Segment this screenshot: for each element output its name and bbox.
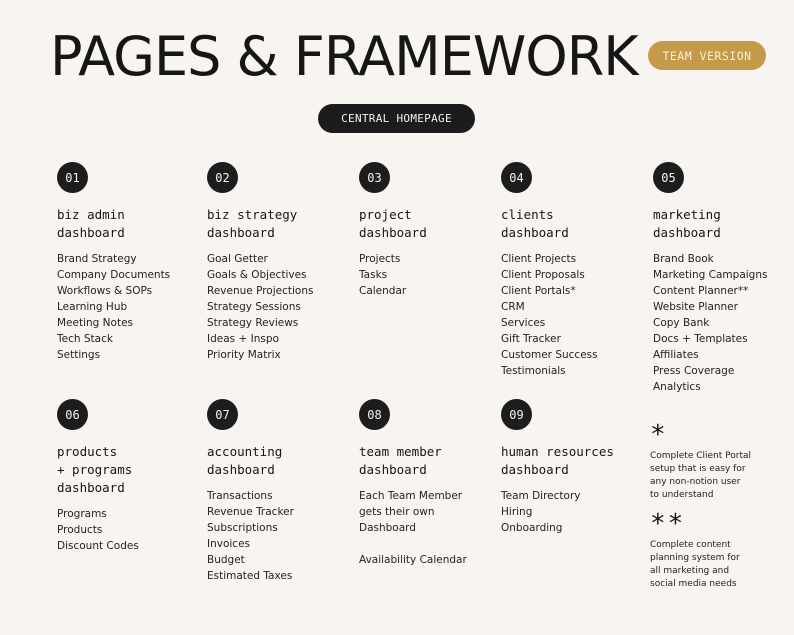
list-item: Brand Strategy — [57, 253, 137, 265]
section-number-badge: 02 — [207, 162, 238, 193]
section-number-badge: 09 — [501, 399, 532, 430]
list-item: Learning Hub — [57, 301, 128, 313]
list-item: Estimated Taxes — [207, 570, 293, 582]
list-item: Calendar — [359, 285, 407, 297]
list-item: Settings — [57, 349, 101, 361]
section-heading: accounting dashboard — [207, 444, 283, 477]
list-item: Marketing Campaigns — [653, 269, 768, 281]
section-heading: team member dashboard — [359, 444, 442, 477]
list-item: Meeting Notes — [57, 317, 133, 329]
section-item-list — [207, 488, 357, 584]
list-item: Projects — [359, 253, 401, 265]
list-item: Products — [57, 524, 103, 536]
list-item: Customer Success — [501, 349, 598, 361]
section-02 — [207, 162, 357, 363]
list-item: Brand Book — [653, 253, 714, 265]
list-item: Ideas + Inspo — [207, 333, 279, 345]
section-item-list — [501, 251, 651, 379]
page-title: PAGES & FRAMEWORK — [50, 25, 638, 88]
list-item: Revenue Projections — [207, 285, 314, 297]
list-item: Tasks — [359, 269, 388, 281]
list-item: Goal Getter — [207, 253, 268, 265]
section-item-list — [359, 488, 509, 568]
team-version-badge: TEAM VERSION — [648, 41, 766, 70]
list-item: Hiring — [501, 506, 533, 518]
list-item: Discount Codes — [57, 540, 139, 552]
section-item-list — [57, 251, 207, 363]
list-item: Tech Stack — [57, 333, 113, 345]
asterisk-mark: * — [650, 420, 668, 450]
section-item-list — [207, 251, 357, 363]
section-item-list — [653, 251, 794, 395]
section-08 — [359, 399, 509, 568]
section-heading: products + programs dashboard — [57, 444, 133, 495]
list-item: Subscriptions — [207, 522, 278, 534]
list-item: Client Proposals — [501, 269, 585, 281]
section-heading: biz admin dashboard — [57, 207, 125, 240]
section-09 — [501, 399, 651, 536]
list-item: Workflows & SOPs — [57, 285, 153, 297]
list-item: Team Directory — [501, 490, 581, 502]
note-content-planner — [650, 509, 770, 591]
note-text: Complete content planning system for all marketing and social media needs — [650, 540, 740, 589]
list-item: Copy Bank — [653, 317, 710, 329]
section-item-list — [501, 488, 651, 536]
list-item: CRM — [501, 301, 525, 313]
list-item: Client Portals* — [501, 285, 576, 297]
section-heading: project dashboard — [359, 207, 427, 240]
list-item: Affiliates — [653, 349, 699, 361]
list-item: Analytics — [653, 381, 701, 393]
section-number-badge: 05 — [653, 162, 684, 193]
list-item: Availability Calendar — [359, 554, 467, 566]
list-item: Priority Matrix — [207, 349, 281, 361]
list-item: Press Coverage — [653, 365, 735, 377]
list-item: Docs + Templates — [653, 333, 748, 345]
list-item: Services — [501, 317, 546, 329]
note-text: Complete Client Portal setup that is easy for any non-notion user to understand — [650, 451, 752, 500]
section-heading: human resources dashboard — [501, 444, 614, 477]
note-client-portal — [650, 420, 770, 502]
section-06 — [57, 399, 207, 554]
section-number-badge: 07 — [207, 399, 238, 430]
list-item: Each Team Member gets their own Dashboard — [359, 490, 463, 534]
list-item: Testimonials — [501, 365, 566, 377]
central-homepage-badge: CENTRAL HOMEPAGE — [318, 104, 475, 133]
double-asterisk-mark: ** — [650, 509, 686, 539]
list-item: Invoices — [207, 538, 251, 550]
list-item: Budget — [207, 554, 245, 566]
section-number-badge: 03 — [359, 162, 390, 193]
list-item: Strategy Sessions — [207, 301, 301, 313]
section-heading: biz strategy dashboard — [207, 207, 298, 240]
section-item-list — [57, 506, 207, 554]
list-item: Programs — [57, 508, 107, 520]
list-item: Content Planner** — [653, 285, 749, 297]
section-heading: clients dashboard — [501, 207, 569, 240]
section-04 — [501, 162, 651, 379]
section-05 — [653, 162, 794, 395]
list-item: Onboarding — [501, 522, 563, 534]
list-item: Gift Tracker — [501, 333, 561, 345]
section-number-badge: 08 — [359, 399, 390, 430]
section-number-badge: 04 — [501, 162, 532, 193]
list-item: Client Projects — [501, 253, 577, 265]
list-item — [359, 536, 509, 552]
section-number-badge: 06 — [57, 399, 88, 430]
list-item: Website Planner — [653, 301, 738, 313]
list-item: Strategy Reviews — [207, 317, 299, 329]
list-item: Revenue Tracker — [207, 506, 294, 518]
section-01 — [57, 162, 207, 363]
section-number-badge: 01 — [57, 162, 88, 193]
section-heading: marketing dashboard — [653, 207, 721, 240]
list-item: Company Documents — [57, 269, 171, 281]
section-item-list — [359, 251, 509, 299]
list-item: Transactions — [207, 490, 273, 502]
list-item: Goals & Objectives — [207, 269, 307, 281]
section-03 — [359, 162, 509, 299]
section-07 — [207, 399, 357, 584]
